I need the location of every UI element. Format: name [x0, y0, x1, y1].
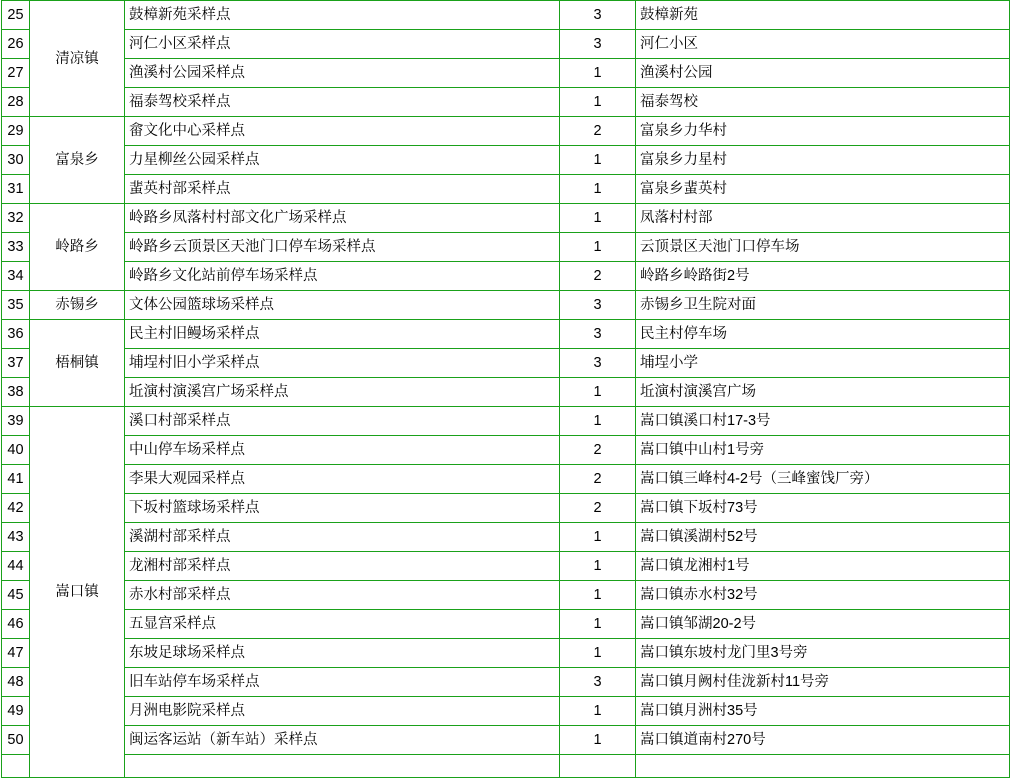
table-row[interactable]: [2, 639, 1010, 668]
table-row[interactable]: [2, 30, 1010, 59]
cell-count[interactable]: 1: [560, 581, 636, 610]
cell-address[interactable]: 凤落村村部: [636, 204, 1010, 233]
cell-index[interactable]: 36: [2, 320, 30, 349]
table-row[interactable]: [2, 494, 1010, 523]
cell-index[interactable]: 32: [2, 204, 30, 233]
cell-count[interactable]: 1: [560, 59, 636, 88]
cell-town[interactable]: 赤锡乡: [30, 291, 125, 320]
cell-count[interactable]: 2: [560, 117, 636, 146]
cell-address[interactable]: 富泉乡力华村: [636, 117, 1010, 146]
cell-address[interactable]: 民主村停车场: [636, 320, 1010, 349]
table-row[interactable]: [2, 755, 1010, 778]
table-row[interactable]: [2, 436, 1010, 465]
cell-address[interactable]: 埔埕小学: [636, 349, 1010, 378]
cell-site-name[interactable]: 坵演村演溪宫广场采样点: [125, 378, 560, 407]
table-row[interactable]: [2, 233, 1010, 262]
cell-index[interactable]: 43: [2, 523, 30, 552]
cell-site-name[interactable]: 文体公园篮球场采样点: [125, 291, 560, 320]
cell-site-name[interactable]: 月洲电影院采样点: [125, 697, 560, 726]
cell-address[interactable]: 富泉乡蜚英村: [636, 175, 1010, 204]
cell-index[interactable]: 29: [2, 117, 30, 146]
cell-town[interactable]: 富泉乡: [30, 117, 125, 204]
cell-count[interactable]: 3: [560, 320, 636, 349]
table-row[interactable]: [2, 610, 1010, 639]
cell-count[interactable]: 1: [560, 175, 636, 204]
cell-address[interactable]: 河仁小区: [636, 30, 1010, 59]
cell-site-name[interactable]: 中山停车场采样点: [125, 436, 560, 465]
cell-site-name[interactable]: 福泰驾校采样点: [125, 88, 560, 117]
table-row[interactable]: [2, 407, 1010, 436]
cell-site-name[interactable]: 闽运客运站（新车站）采样点: [125, 726, 560, 755]
cell-town[interactable]: [125, 755, 560, 778]
cell-count[interactable]: 1: [560, 610, 636, 639]
cell-address[interactable]: 嵩口镇三峰村4-2号（三峰蜜饯厂旁）: [636, 465, 1010, 494]
cell-site-name[interactable]: 溪口村部采样点: [125, 407, 560, 436]
table-row[interactable]: [2, 262, 1010, 291]
cell-index[interactable]: 27: [2, 59, 30, 88]
cell-address[interactable]: 嵩口镇溪湖村52号: [636, 523, 1010, 552]
cell-site-name[interactable]: 龙湘村部采样点: [125, 552, 560, 581]
cell-site-name[interactable]: 民主村旧鳗场采样点: [125, 320, 560, 349]
cell-index[interactable]: 38: [2, 378, 30, 407]
cell-address[interactable]: 云顶景区天池门口停车场: [636, 233, 1010, 262]
cell-index[interactable]: 47: [2, 639, 30, 668]
cell-address[interactable]: 鼓樟新苑: [636, 1, 1010, 30]
cell-count[interactable]: 3: [560, 291, 636, 320]
cell-site-name[interactable]: 力星柳丝公园采样点: [125, 146, 560, 175]
cell-count[interactable]: 1: [560, 407, 636, 436]
table-body: [2, 1, 1010, 778]
cell-site-name[interactable]: 旧车站停车场采样点: [125, 668, 560, 697]
cell-town[interactable]: 嵩口镇: [30, 407, 125, 778]
cell-site-name[interactable]: 岭路乡凤落村村部文化广场采样点: [125, 204, 560, 233]
cell-index[interactable]: 39: [2, 407, 30, 436]
cell-count[interactable]: 3: [560, 668, 636, 697]
cell-index[interactable]: 46: [2, 610, 30, 639]
table-row[interactable]: [2, 146, 1010, 175]
cell-count[interactable]: 1: [560, 726, 636, 755]
cell-site-name[interactable]: 东坡足球场采样点: [125, 639, 560, 668]
cell-site-name[interactable]: 下坂村篮球场采样点: [125, 494, 560, 523]
cell-site-name[interactable]: 鼓樟新苑采样点: [125, 1, 560, 30]
cell-address[interactable]: 嵩口镇道南村270号: [636, 726, 1010, 755]
table-row[interactable]: [2, 291, 1010, 320]
cell-site-name[interactable]: 溪湖村部采样点: [125, 523, 560, 552]
cell-count[interactable]: 1: [560, 204, 636, 233]
cell-site-name[interactable]: 岭路乡文化站前停车场采样点: [125, 262, 560, 291]
cell-count[interactable]: 3: [560, 1, 636, 30]
cell-site-name[interactable]: 赤水村部采样点: [125, 581, 560, 610]
cell-address[interactable]: 嵩口镇邹湖20-2号: [636, 610, 1010, 639]
cell-index[interactable]: 44: [2, 552, 30, 581]
cell-address[interactable]: 嵩口镇东坡村龙门里3号旁: [636, 639, 1010, 668]
cell-site-name[interactable]: 渔溪村公园采样点: [125, 59, 560, 88]
cell-count[interactable]: 1: [560, 88, 636, 117]
cell-index[interactable]: 45: [2, 581, 30, 610]
cell-address[interactable]: 渔溪村公园: [636, 59, 1010, 88]
cell-site-name[interactable]: 李果大观园采样点: [125, 465, 560, 494]
cell-address[interactable]: 嵩口镇溪口村17-3号: [636, 407, 1010, 436]
cell-count[interactable]: 2: [560, 494, 636, 523]
cell-count[interactable]: 2: [560, 465, 636, 494]
cell-site-name[interactable]: 埔埕村旧小学采样点: [125, 349, 560, 378]
cell-count[interactable]: 2: [560, 436, 636, 465]
table-row[interactable]: [2, 726, 1010, 755]
cell-town[interactable]: 梧桐镇: [30, 320, 125, 407]
table-row[interactable]: [2, 88, 1010, 117]
cell-site-name[interactable]: [560, 755, 636, 778]
cell-count[interactable]: 1: [560, 146, 636, 175]
cell-address[interactable]: 嵩口镇中山村1号旁: [636, 436, 1010, 465]
cell-index[interactable]: 34: [2, 262, 30, 291]
table-row[interactable]: [2, 117, 1010, 146]
cell-index[interactable]: 33: [2, 233, 30, 262]
cell-index[interactable]: 40: [2, 436, 30, 465]
cell-count[interactable]: 2: [560, 262, 636, 291]
table-row[interactable]: [2, 378, 1010, 407]
cell-index[interactable]: 35: [2, 291, 30, 320]
cell-count[interactable]: 1: [560, 523, 636, 552]
cell-index[interactable]: 50: [2, 726, 30, 755]
table-row[interactable]: [2, 320, 1010, 349]
table-row[interactable]: [2, 581, 1010, 610]
cell-site-name[interactable]: 河仁小区采样点: [125, 30, 560, 59]
sampling-sites-table: [1, 0, 1010, 778]
cell-site-name[interactable]: 蜚英村部采样点: [125, 175, 560, 204]
cell-address[interactable]: 赤锡乡卫生院对面: [636, 291, 1010, 320]
cell-count[interactable]: 3: [560, 349, 636, 378]
table-row[interactable]: [2, 552, 1010, 581]
cell-index[interactable]: 48: [2, 668, 30, 697]
cell-town[interactable]: 岭路乡: [30, 204, 125, 291]
table-row[interactable]: [2, 175, 1010, 204]
table-row[interactable]: [2, 349, 1010, 378]
cell-index[interactable]: 37: [2, 349, 30, 378]
table-row[interactable]: [2, 204, 1010, 233]
cell-index[interactable]: 25: [2, 1, 30, 30]
table-row[interactable]: [2, 59, 1010, 88]
table-row[interactable]: [2, 523, 1010, 552]
cell-site-name[interactable]: 畲文化中心采样点: [125, 117, 560, 146]
cell-address[interactable]: 嵩口镇下坂村73号: [636, 494, 1010, 523]
cell-town[interactable]: 清凉镇: [30, 1, 125, 117]
cell-address[interactable]: 嵩口镇月阙村佳泷新村11号旁: [636, 668, 1010, 697]
cell-index[interactable]: 49: [2, 697, 30, 726]
cell-count[interactable]: 1: [560, 697, 636, 726]
cell-index[interactable]: 28: [2, 88, 30, 117]
table-row[interactable]: [2, 465, 1010, 494]
cell-count[interactable]: 1: [560, 378, 636, 407]
cell-count[interactable]: 3: [560, 30, 636, 59]
cell-index[interactable]: 41: [2, 465, 30, 494]
table-row[interactable]: [2, 697, 1010, 726]
cell-count[interactable]: 1: [560, 639, 636, 668]
table-row[interactable]: [2, 668, 1010, 697]
cell-count[interactable]: [636, 755, 1010, 778]
cell-index[interactable]: 26: [2, 30, 30, 59]
cell-address[interactable]: 岭路乡岭路街2号: [636, 262, 1010, 291]
cell-address[interactable]: 嵩口镇月洲村35号: [636, 697, 1010, 726]
table-row[interactable]: [2, 1, 1010, 30]
cell-count[interactable]: 1: [560, 233, 636, 262]
cell-address[interactable]: 嵩口镇赤水村32号: [636, 581, 1010, 610]
cell-count[interactable]: 1: [560, 552, 636, 581]
cell-index[interactable]: 30: [2, 146, 30, 175]
cell-index[interactable]: [2, 755, 30, 778]
cell-address[interactable]: 嵩口镇龙湘村1号: [636, 552, 1010, 581]
cell-address[interactable]: 坵演村演溪宫广场: [636, 378, 1010, 407]
cell-index[interactable]: 42: [2, 494, 30, 523]
cell-site-name[interactable]: 岭路乡云顶景区天池门口停车场采样点: [125, 233, 560, 262]
cell-site-name[interactable]: 五显宫采样点: [125, 610, 560, 639]
cell-address[interactable]: 富泉乡力星村: [636, 146, 1010, 175]
cell-index[interactable]: 31: [2, 175, 30, 204]
cell-address[interactable]: 福泰驾校: [636, 88, 1010, 117]
